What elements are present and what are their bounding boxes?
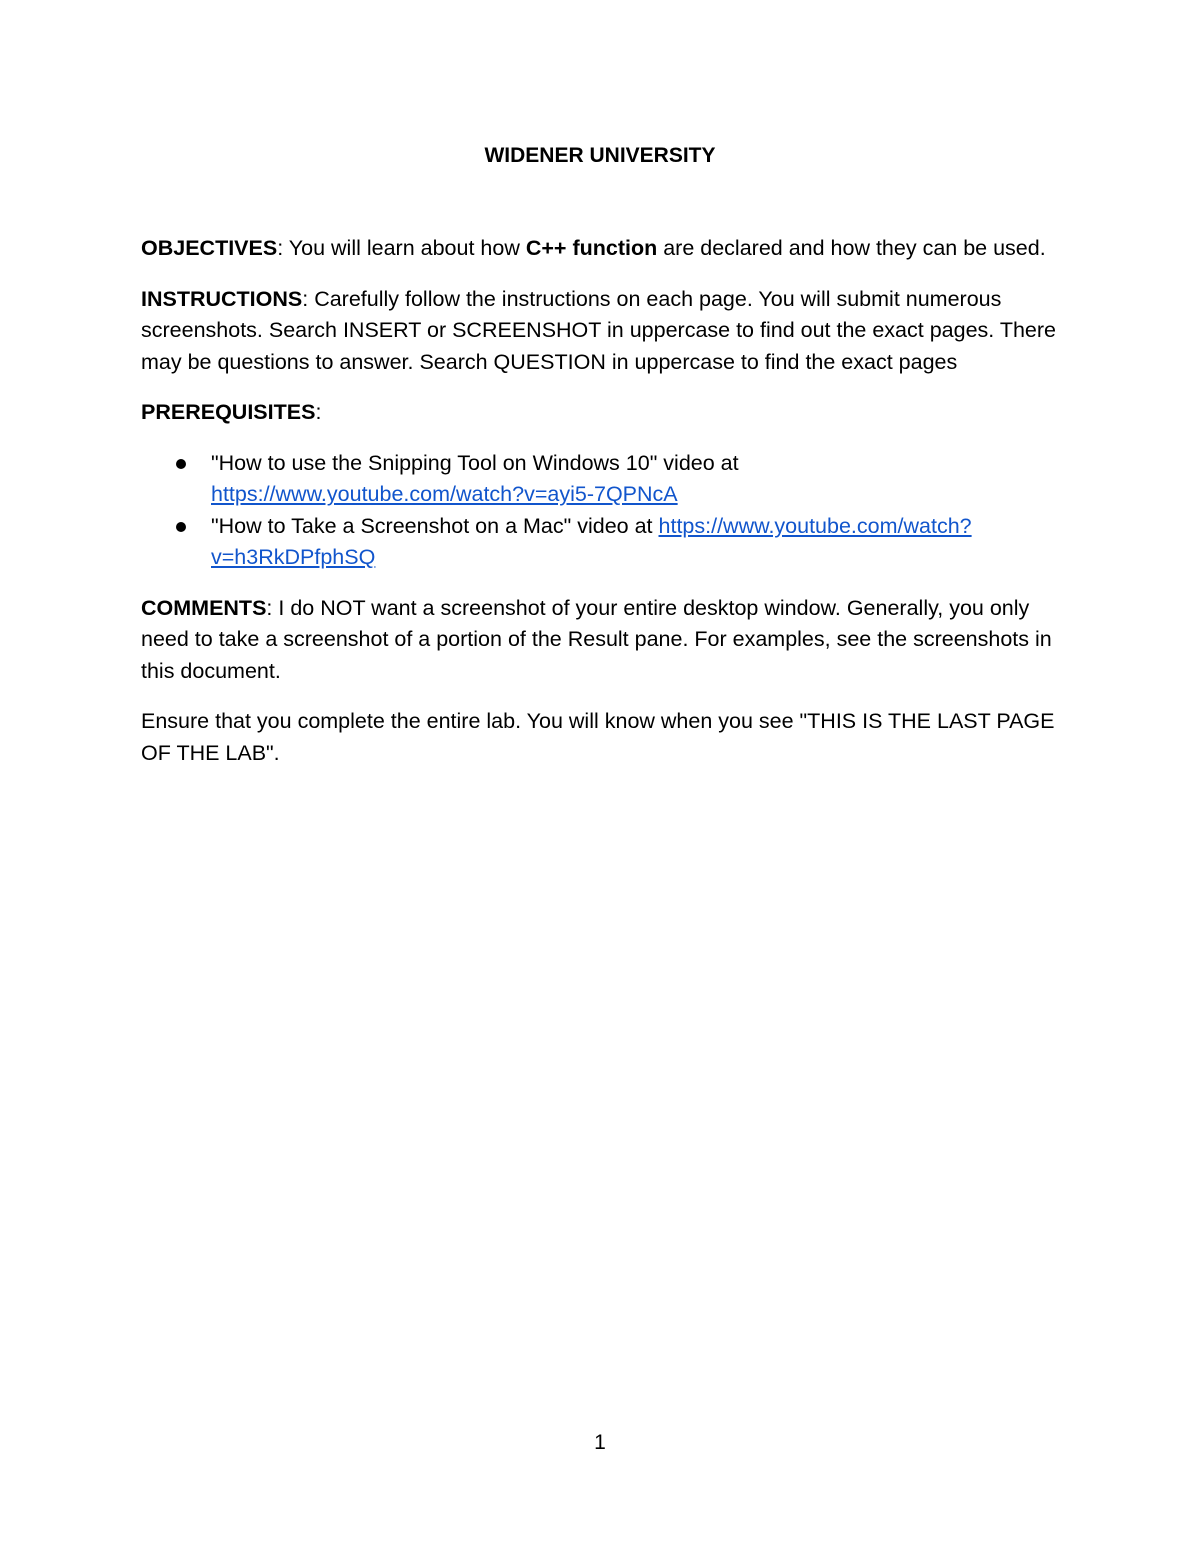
page-number: 1 — [594, 1431, 606, 1454]
objectives-text-after: are declared and how they can be used. — [657, 236, 1046, 260]
instructions-label: INSTRUCTIONS — [141, 286, 303, 311]
prerequisite-text: "How to use the Snipping Tool on Windows 10" video at — [211, 450, 739, 475]
bullet-icon — [176, 459, 186, 469]
closing-paragraph: Ensure that you complete the entire lab. You will know when you see "THIS IS THE LAST PAGE OF THE LAB". — [141, 709, 1055, 765]
comments-label: COMMENTS — [141, 595, 267, 620]
list-item — [141, 511, 1056, 574]
list-item — [141, 448, 1056, 511]
youtube-link-snipping-tool[interactable]: https://www.youtube.com/watch?v=ayi5-7QPNcA — [211, 482, 678, 506]
prerequisite-text: "How to Take a Screenshot on a Mac" video at — [211, 513, 659, 538]
document-body — [141, 233, 1056, 788]
prerequisites-list — [141, 448, 1056, 574]
youtube-link-mac-screenshot[interactable]: https://www.youtube.com/watch?v=h3RkDPfphSQ — [211, 513, 972, 569]
comments-paragraph — [141, 593, 1056, 688]
objectives-paragraph — [141, 233, 1056, 265]
prerequisites-heading — [141, 397, 1056, 429]
document-title: WIDENER UNIVERSITY — [484, 144, 716, 167]
objectives-bold-term: C++ function — [525, 236, 658, 260]
instructions-text: : Carefully follow the instructions on each page. You will submit numerous screenshots. Search INSERT or SCREENSHOT in uppercase to find out the exact pages. There may be questions to answer. Search QUESTION in uppercase to find the exact pages — [141, 286, 1057, 374]
instructions-paragraph — [141, 284, 1056, 379]
bullet-icon — [176, 522, 186, 532]
prerequisites-label: PREREQUISITES — [141, 400, 316, 424]
objectives-text-before: : You will learn about how — [277, 236, 526, 260]
prerequisites-suffix: : — [315, 400, 322, 424]
comments-text: : I do NOT want a screenshot of your entire desktop window. Generally, you only need to take a screenshot of a portion of the Result pane. For examples, see the screenshots in this document. — [141, 595, 1052, 683]
objectives-label: OBJECTIVES — [141, 236, 278, 260]
